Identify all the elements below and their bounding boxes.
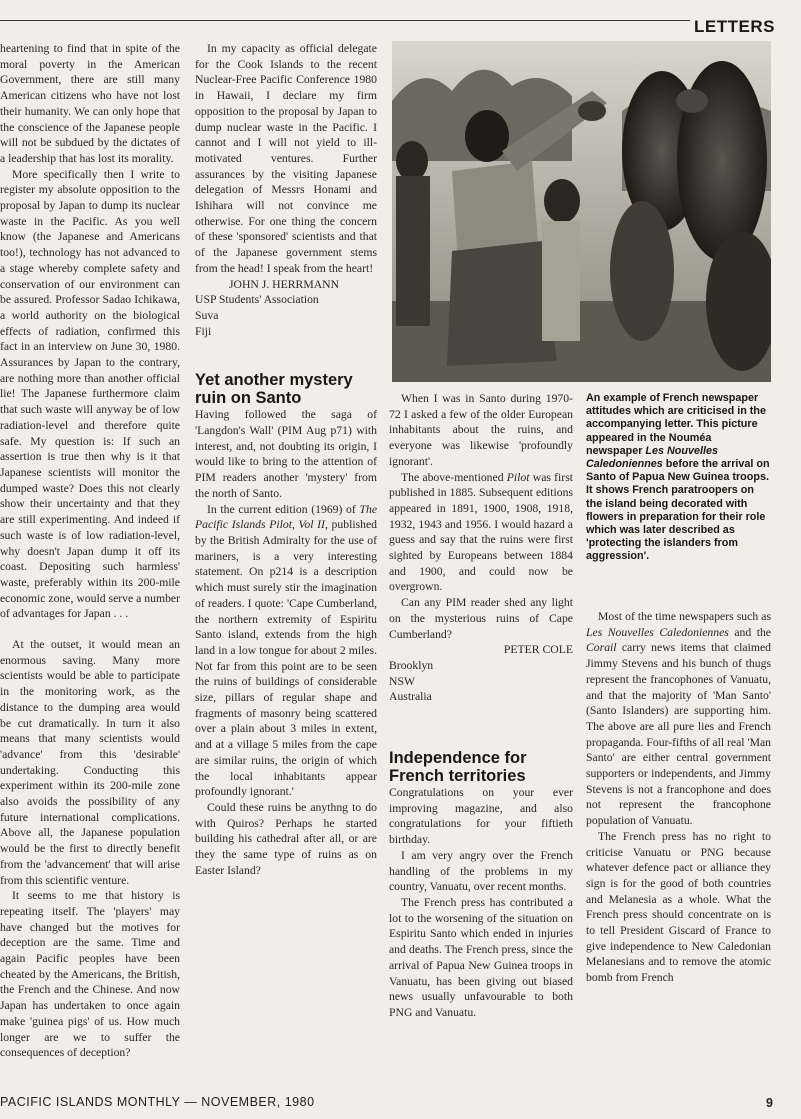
letter1-paragraph: More specifically then I write to register my absolute opposition to the proposal by Japan to dump its nuclear waste in the Pacific. As you well know (the Japanese and Americans too!), technology has not advanced to a stage whereby complete safety and conservation of our environment can be assured. Professor Sadao Ichikawa, a world authority on the biological effects of radiation, confirmed this fact in an interview on June 30, 1980. Assurances by Japan to the contrary, are nothing more than another official lie! The Japanese furthermore claim that such waste will anyway be of low radiation-level and therefore quite safe. My question is: If such an assertion is true then why is it that Japanese scientists will monitor the dumped waste? Does this not clearly show their uncertainty and that they are still experimenting. And indeed if such waste is of low radiation-level, why doesn't Japan dump it off its coast. Depositing such harmless' waste, preferably within its 200-mile economic zone, would serve a number of advantages for Japan . . . [0,167,180,621]
letter1-paragraph: At the outset, it would mean an enormous saving. Many more scientists would be able to participate in the monitoring work, as the distance to the dumping area would be cut dramatically. In turn it also means that many scientists would 'advance' from this 'desirable' undertaking. Conducting this experiment within its 200-mile zone also avoids the possibility of any future international complications. Above all, the Japanese population would be the first to directly benefit from the 'advancement' that will arise from this scientific venture. [0,638,180,887]
news-photo [392,41,771,382]
photo-caption: An example of French newspaper attitudes which are criticised in the accompanying letter. This picture appeared in the Nouméa newspaper Les Nouvelles Caledoniennes before the arrival on Santo of Papua New Guinea troops. It shows French paratroopers on the island being decorated with flowers in preparation for their role which was later described as 'protecting the islanders from aggression'. [586,392,770,563]
letter1-paragraph: heartening to find that in spite of the moral poverty in the American Government, there are still many American citizens who have not lost their humanity. We can only hope that the conscience of the Japanese people will not be subdued by the dictates of a leadership that has lost its morality. [0,42,180,165]
letter2-address-line: Australia [389,690,432,704]
letter1-address-line: Suva [195,308,219,322]
letter1-address-line: Fiji [195,324,212,338]
column-3 [389,391,573,1086]
paratroopers-photo-image [392,41,771,382]
letter1-paragraph: It seems to me that history is repeating itself. The 'players' may have changed but the motives for deception are the same. Time and again Pacific peoples have been cheated by the Americans, the British, the French and the Chinese. And now Japan has undertaken to once again make 'guinea pigs' of us. How much longer are we to suffer the consequences of deception? [0,889,180,1060]
letter2-paragraph: Could these ruins be anythng to do with Quiros? Perhaps he started building his cathedral after all, or are they the same type of ruins as on Easter Island? [195,800,377,877]
letter2-paragraph: When I was in Santo during 1970-72 I asked a few of the older European inhabitants about the ruins, and everyone was likewise 'profoundly ignorant'. [389,392,573,468]
letter3-paragraph: Most of the time newspapers such as Les Nouvelles Caledoniennes and the Corail carry news items that claimed Jimmy Stevens and his bunch of thugs represent the francophones of Vanuatu, and that the majority of 'Man Santo' (Santo Islanders) are supporting him. The above are all pure lies and French propaganda. Four-fifths of all real 'Man Santo' are either central government supporters or independents, and Jimmy Stevens is not a francophone and does not represent the francophone population of Vanuatu. [586,610,771,828]
letter3-paragraph: Congratulations on your ever improving magazine, and also congratulations for your fiftieth birthday. [389,786,573,847]
letter2-paragraph: The above-mentioned Pilot was first published in 1885. Subsequent editions appeared in 1891, 1900, 1908, 1918, 1932, 1943 and 1956. I would hazard a guess and say that the ruins were first sighted by Europeans between 1884 and 1900, and could now be overgrown. [389,470,573,594]
column-1 [0,41,180,1083]
column-2 [195,41,377,1086]
section-title: LETTERS [694,17,775,36]
letter3-paragraph: The French press has no right to criticise Vanuatu or PNG because whatever defence pact or alliance they sign is for the good of both countries and Melanesia as a whole. What the French press should concentrate on is to tell President Giscard of France to give independence to New Caledonian Melanesians and to remove the atomic bomb from French [586,829,771,985]
letter2-paragraph: Having followed the saga of 'Langdon's Wall' (PIM Aug p71) with interest, and, not doubting its origin, I would like to bring to the attention of PIM readers another 'mystery' from the north of Santo. [195,408,377,500]
publication-footer: PACIFIC ISLANDS MONTHLY — NOVEMBER, 1980 [0,1095,315,1109]
letter1-address-line: USP Students' Association [195,293,319,307]
letter1-signature: JOHN J. HERRMANN [229,277,340,291]
page-number: 9 [766,1096,773,1110]
letter2-address-line: Brooklyn [389,658,434,672]
letter2-paragraph: In the current edition (1969) of The Pacific Islands Pilot, Vol II, published by the British Admiralty for the use of mariners, is a very interesting statement. On p214 is a description which must surely stir the imagination of readers. I quote: 'Cape Cumberland, the northern extremity of Espiritu Santo island, extends from the high land in a low tongue for about 2 miles. Not far from this point are to be seen the ruins of buildings of considerable size, pillars of regular shape and fragments of masonry being scattered over a plain about 3 miles in extent, and at a village 5 miles from the cape are similar ruins, the origin of which the local inhabitants appear profoundly ignorant.' [195,502,377,799]
letter3-headline: Independence for French territories [389,749,527,786]
letter1-paragraph: In my capacity as official delegate for the Cook Islands to the recent Nuclear-Free Pacific Conference 1980 in Hawaii, I declare my firm opposition to the proposal by Japan to dump nuclear waste in the Pacific. I cannot and I will not yield to ill-motivated ventures. Further assurances by the visiting Japanese delegation of Messrs Honami and Ishihara will not convince me otherwise. For one thing the concern of these 'sponsored' scientists and that of the Japanese government stems from the head! I speak from the heart! [195,42,377,275]
letter2-paragraph: Can any PIM reader shed any light on the mysterious ruins of Cape Cumberland? [389,596,573,641]
letter2-signature: PETER COLE [503,643,573,657]
header-rule [0,20,690,21]
letter3-paragraph: I am very angry over the French handling of the problems in my country, Vanuatu, over recent months. [389,848,573,894]
letter2-headline: Yet another mystery ruin on Santo [195,371,353,408]
letter3-paragraph: The French press has contributed a lot to the worsening of the situation on Espiritu Santo which ended in injuries and deaths. The French press, since the arrival of Papua New Guinea troops in Vanuatu, has been giving out biased news usually unfavourable to both PNG and Vanuatu. [389,895,573,1019]
letter2-address-line: NSW [389,674,415,688]
column-4 [586,609,771,1089]
